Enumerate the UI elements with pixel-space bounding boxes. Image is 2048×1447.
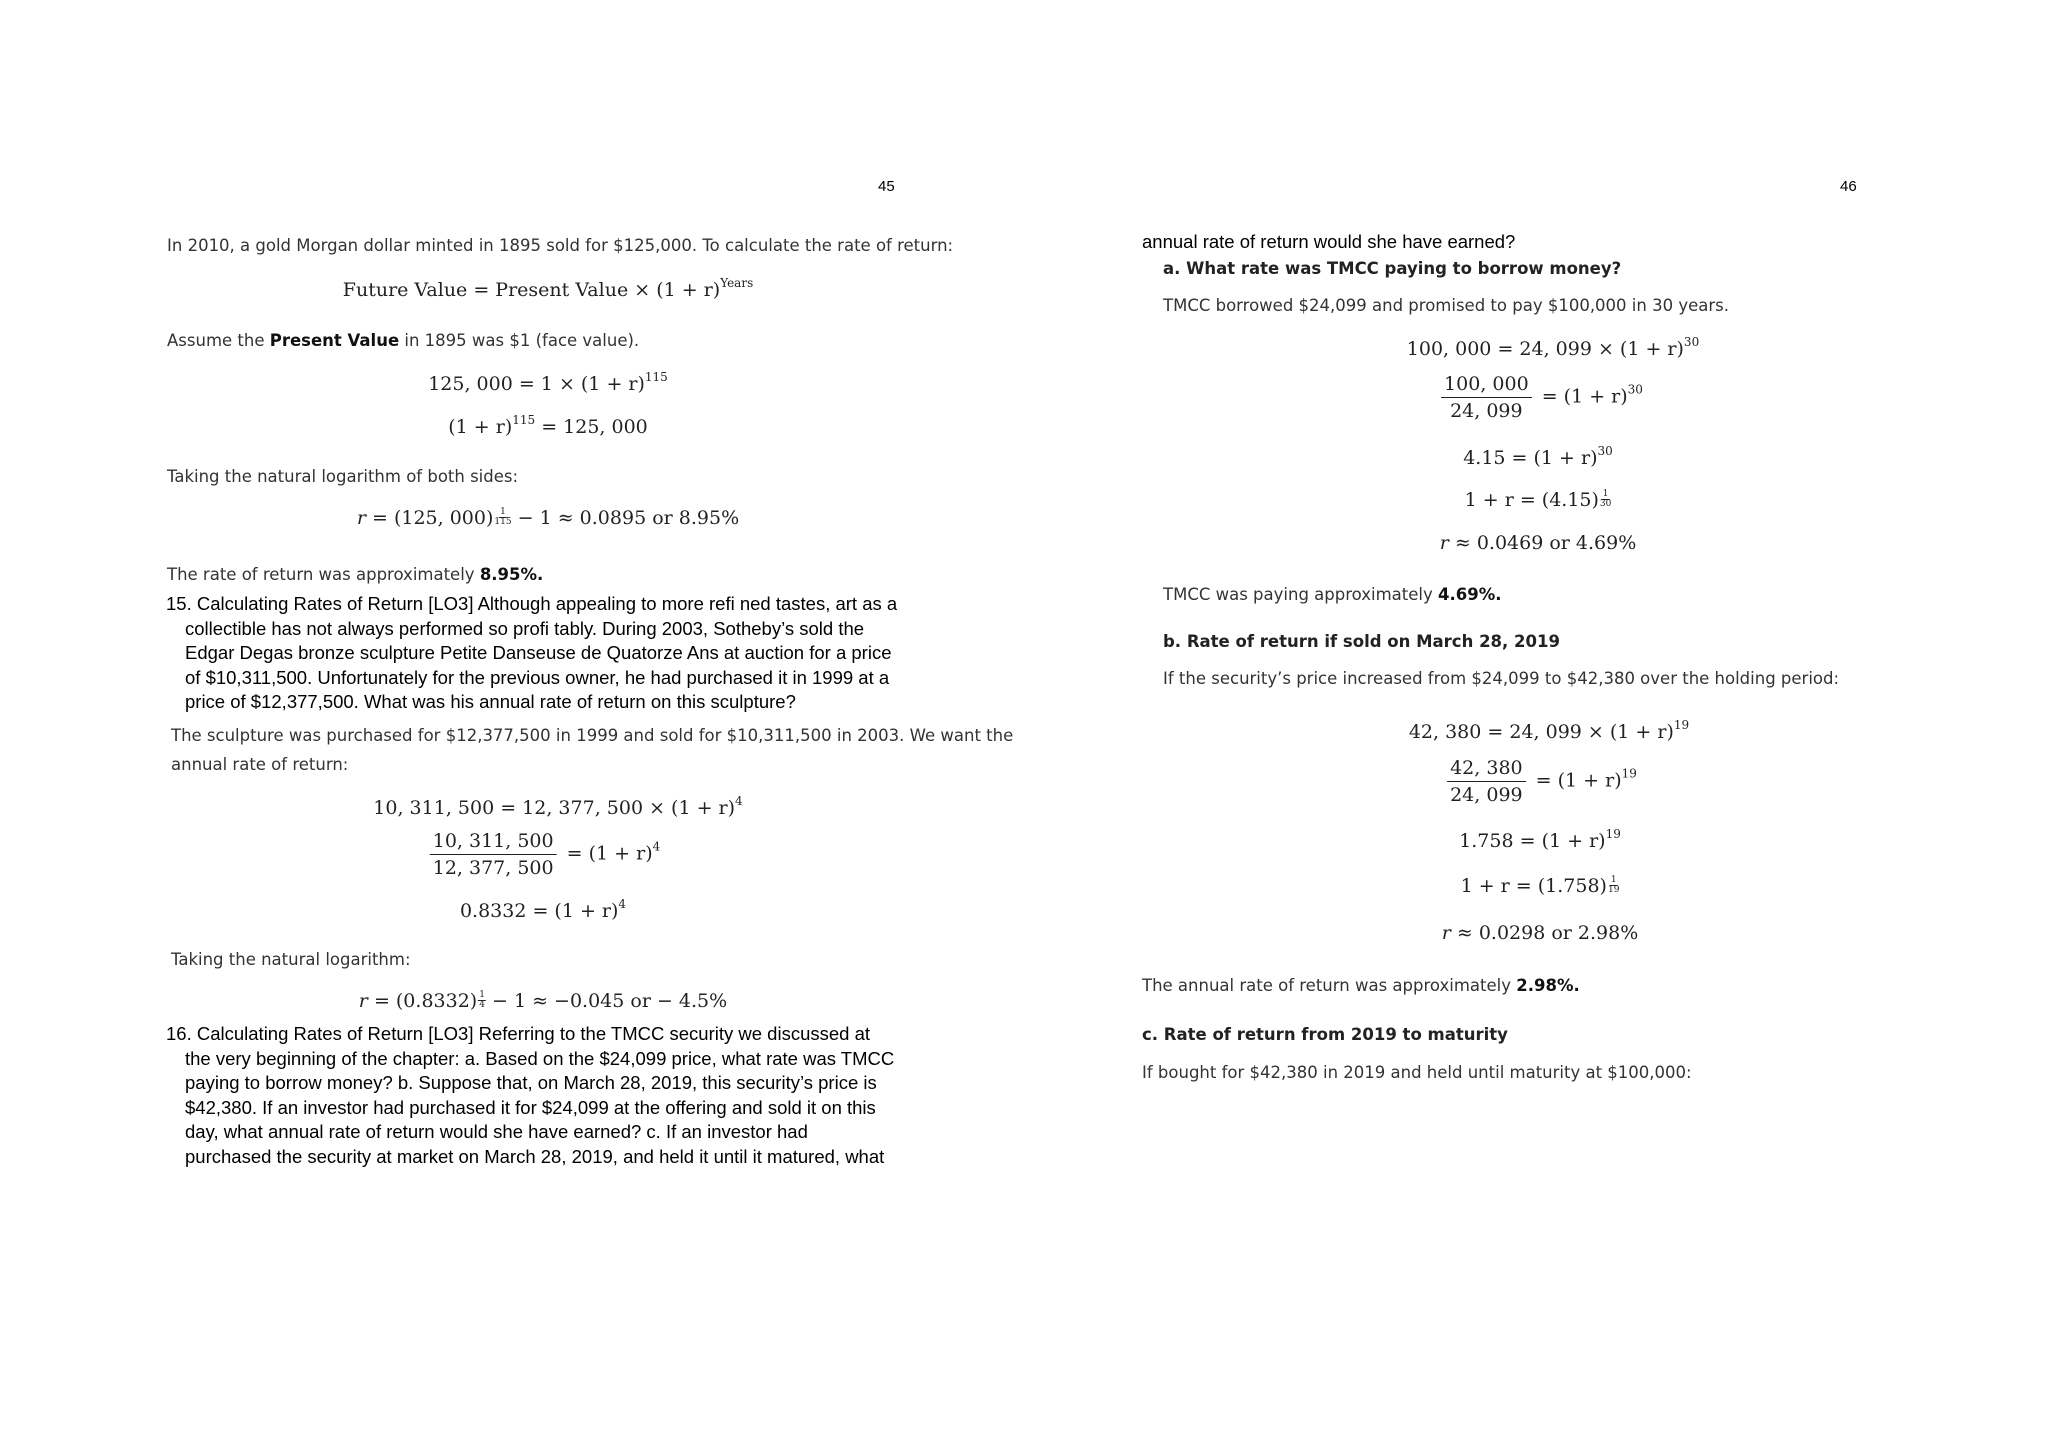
sculpture-text-line-2: annual rate of return:: [171, 755, 349, 774]
equation-b-2: $\frac{42, 380}{24, 099}$ = $(1 + r)^{19}$: [1443, 757, 1637, 806]
log-text: Taking the natural logarithm of both sides:: [167, 467, 519, 486]
page-number: 46: [1840, 178, 1857, 195]
text-part-c: If bought for $42,380 in 2019 and held until maturity at $100,000:: [1142, 1063, 1692, 1082]
equation-b-5: r ≈ 0.0298 or 2.98%: [1441, 922, 1639, 944]
question-16-line: 16. Calculating Rates of Return [LO3] Referring to the TMCC security we discussed at: [166, 1023, 871, 1044]
text-part-a: TMCC borrowed $24,099 and promised to pay $100,000 in 30 years.: [1163, 296, 1729, 315]
equation-a-3: $4.15 = (1 + r)^{30}$: [1463, 444, 1613, 469]
intro-text: In 2010, a gold Morgan dollar minted in 1895 sold for $125,000. To calculate the rate of return:: [167, 236, 954, 255]
heading-part-c: c. Rate of return from 2019 to maturity: [1142, 1025, 1508, 1044]
result-text: The rate of return was approximately 8.95%.: [167, 565, 544, 584]
assume-text: Assume the Present Value in 1895 was $1 (face value).: [167, 331, 640, 350]
question-15-line: of $10,311,500. Unfortunately for the previous owner, he had purchased it in 1999 at a: [185, 666, 890, 688]
equation-7: r = (0.8332) $\frac{1}{4}$ − 1 ≈ −0.045 or − 4.5%: [358, 990, 728, 1012]
equation-2: $(1 + r)^{115} = 125$, 000: [448, 413, 648, 438]
heading-part-b: b. Rate of return if sold on March 28, 2019: [1163, 632, 1560, 651]
question-16-line: purchased the security at market on March 28, 2019, and held it until it matured, what: [185, 1145, 885, 1167]
result-part-a: TMCC was paying approximately 4.69%.: [1163, 585, 1502, 604]
equation-6: $0.8332 = (1 + r)^4$: [459, 897, 627, 922]
question-15-line: collectible has not always performed so profi tably. During 2003, Sotheby’s sold the: [185, 617, 865, 639]
equation-a-1: 100, 000 = 24, $099 \times (1 + r)^{30}$: [1406, 335, 1700, 360]
equation-b-1: 42, 380 = 24, $099 \times (1 + r)^{19}$: [1408, 718, 1690, 743]
sculpture-text-line-1: The sculpture was purchased for $12,377,500 in 1999 and sold for $10,311,500 in 2003. We want the: [171, 726, 1014, 745]
question-16: [166, 1022, 906, 1169]
equation-a-5: r ≈ 0.0469 or 4.69%: [1439, 532, 1637, 554]
formula-future-value: Future Value = Present Value × $(1 + r)^{Years}$: [342, 276, 754, 301]
log-text-2: Taking the natural logarithm:: [171, 950, 411, 969]
question-16-line: day, what annual rate of return would she have earned? c. If an investor had: [185, 1121, 808, 1142]
question-15-line: 15. Calculating Rates of Return [LO3] Although appealing to more refi ned tastes, art as a: [166, 593, 898, 614]
result-part-b: The annual rate of return was approximately 2.98%.: [1142, 976, 1580, 995]
equation-a-2: $\frac{100, 000}{24, 099}$ = $(1 + r)^{30}$: [1437, 373, 1643, 422]
text-part-b: If the security’s price increased from $24,099 to $42,380 over the holding period:: [1163, 669, 1840, 688]
question-15: [166, 592, 906, 715]
question-15-line: Edgar Degas bronze sculpture Petite Danseuse de Quatorze Ans at auction for a price: [185, 642, 892, 663]
question-16-line: paying to borrow money? b. Suppose that, on March 28, 2019, this security’s price is: [185, 1072, 877, 1093]
equation-3: r = (125, 000) $\frac{1}{115}$ − 1 ≈ 0.0895 or 8.95%: [356, 507, 740, 529]
equation-1: 125, $000 = 1 \times (1 + r)^{115}$: [428, 370, 668, 395]
right-page: [1024, 0, 2048, 1447]
page-number: 45: [878, 178, 895, 195]
question-15-line: price of $12,377,500. What was his annual rate of return on this sculpture?: [185, 691, 796, 712]
equation-a-4: 1 + r = (4.15) $\frac{1}{30}$: [1464, 489, 1612, 511]
question-16-line: the very beginning of the chapter: a. Based on the $24,099 price, what rate was TMCC: [185, 1047, 895, 1069]
equation-b-4: 1 + r = (1.758) $\frac{1}{19}$: [1460, 875, 1620, 897]
question-16-continuation: annual rate of return would she have earned?: [1142, 231, 1516, 252]
equation-5: $\frac{10, 311, 500}{12, 377, 500}$ = $(1 + r)^4$: [426, 830, 661, 879]
question-16-line: $42,380. If an investor had purchased it for $24,099 at the offering and sold it on this: [185, 1096, 876, 1118]
equation-4: 10, 311, 500 = 12, 377, $500 \times (1 + r)^4$: [373, 794, 743, 819]
heading-part-a: a. What rate was TMCC paying to borrow money?: [1163, 259, 1622, 278]
equation-b-3: $1.758 = (1 + r)^{19}$: [1459, 827, 1621, 852]
